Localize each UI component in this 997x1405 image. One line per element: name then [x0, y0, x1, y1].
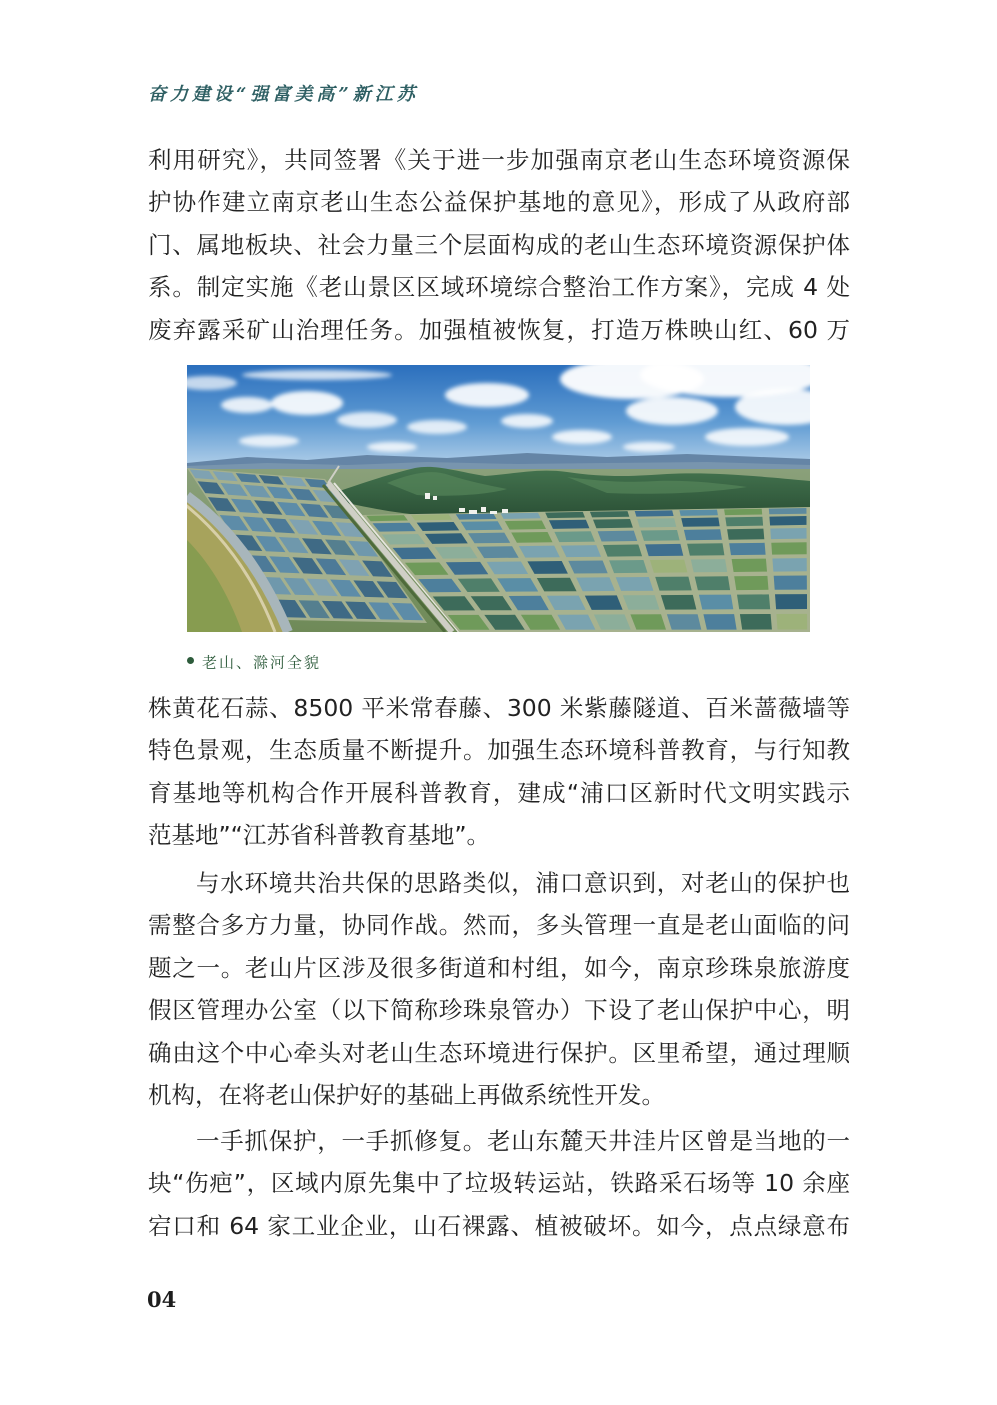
fish-pond — [366, 515, 408, 521]
fish-pond — [729, 543, 765, 555]
fish-pond — [630, 614, 666, 629]
fish-pond — [527, 561, 568, 574]
fish-pond — [734, 576, 768, 590]
aerial-landscape-photo — [187, 365, 810, 632]
fish-pond — [609, 560, 647, 573]
fish-pond — [650, 560, 688, 573]
running-header: 奋力建设“强富美高”新江苏 — [148, 84, 419, 105]
fish-pond — [667, 614, 701, 629]
body-text-line: 特色景观，生态质量不断提升。加强生态环境科普教育，与行知教 — [148, 736, 850, 765]
body-text-line: 假区管理办公室（以下简称珍珠泉管办）下设了老山保护中心，明 — [148, 996, 850, 1025]
fish-pond — [769, 508, 807, 514]
body-text-line: 株黄花石蒜、8500 平米常春藤、300 米紫藤隧道、百米蔷薇墙等 — [148, 694, 850, 722]
fish-pond — [679, 510, 718, 516]
body-text-line: 与水环境共治共保的思路类似，浦口意识到，对老山的保护也 — [196, 869, 850, 897]
fish-pond — [568, 561, 607, 574]
fish-pond — [732, 559, 767, 572]
fish-pond — [373, 523, 416, 532]
fish-pond — [501, 513, 541, 519]
fish-pond — [727, 529, 764, 540]
fish-pond — [549, 520, 590, 529]
paragraph-continuation — [148, 687, 850, 857]
fish-pond — [561, 545, 601, 557]
body-text-line: 利用研究》，共同签署《关于进一步加强南京老山生态环境资源保 — [148, 146, 850, 174]
fish-pond — [417, 522, 460, 531]
fish-pond — [545, 512, 585, 518]
fish-pond — [576, 577, 615, 591]
fish-pond — [770, 528, 806, 539]
paragraph-continuation — [148, 139, 850, 351]
fish-pond — [740, 614, 772, 630]
fish-pond — [623, 595, 660, 610]
fish-pond — [598, 531, 638, 542]
fish-pond — [737, 594, 770, 609]
fish-pond — [505, 521, 546, 530]
fish-pond — [616, 577, 654, 591]
fish-pond — [725, 517, 763, 526]
figure-caption — [187, 650, 321, 674]
fish-pond — [776, 614, 807, 630]
fish-pond — [477, 546, 519, 558]
body-text-line: 块“伤疤”，区域内原先集中了垃圾转运站，铁路采石场等 10 余座 — [148, 1169, 850, 1198]
body-text-line: 确由这个中心牵头对老山生态环境进行保护。区里希望，通过理顺 — [148, 1038, 850, 1067]
page-number: 04 — [147, 1287, 177, 1312]
fish-pond — [703, 614, 736, 630]
body-text-line: 需整合多方力量，协同作战。然而，多头管理一直是老山面临的问 — [148, 911, 850, 940]
fish-pond — [425, 533, 468, 544]
fish-pond — [695, 576, 730, 590]
fish-pond — [411, 514, 452, 520]
fish-pond — [637, 518, 676, 527]
fish-pond — [769, 516, 806, 526]
fish-pond — [645, 544, 683, 556]
fish-pond — [771, 542, 806, 554]
fish-pond — [681, 518, 720, 527]
body-text-line: 育基地等机构合作开展科普教育，建成“浦口区新时代文明实践示 — [148, 778, 850, 807]
caption-text: 老山、滁河全貌 — [202, 653, 322, 672]
fish-pond — [519, 546, 560, 558]
fish-pond — [724, 509, 762, 515]
fish-pond — [774, 576, 807, 590]
fish-pond — [554, 531, 595, 542]
fish-pond — [699, 595, 733, 610]
fish-pond — [593, 519, 633, 528]
fish-pond — [468, 533, 510, 544]
body-text-line: 一手抓保护，一手抓修复。老山东麓天井洼片区曾是当地的一 — [196, 1127, 850, 1155]
body-text-line: 系。制定实施《老山景区区域环境综合整治工作方案》，完成 4 处 — [148, 273, 850, 302]
fish-pond — [684, 529, 722, 540]
fish-pond — [641, 530, 680, 541]
fish-pond — [691, 559, 727, 572]
fish-pond — [603, 545, 642, 557]
fish-pond — [461, 521, 503, 530]
paragraph — [148, 862, 850, 1116]
body-text-line: 范基地”“江苏省科普教育基地”。 — [148, 821, 491, 850]
fish-pond — [775, 594, 807, 609]
fish-pond — [456, 514, 497, 520]
photo-figure — [187, 365, 810, 632]
body-text-line: 宕口和 64 家工业企业，山石裸露、植被破坏。如今，点点绿意布 — [148, 1211, 850, 1240]
body-text-line: 门、属地板块、社会力量三个层面构成的老山生态环境资源保护体 — [148, 230, 850, 259]
body-text-line: 护协作建立南京老山生态公益保护基地的意见》，形成了从政府部 — [148, 188, 850, 217]
fish-pond — [661, 595, 697, 610]
fish-pond — [511, 532, 552, 543]
body-text-line: 题之一。老山片区涉及很多街道和村组，如今，南京珍珠泉旅游度 — [148, 953, 850, 982]
caption-bullet-icon — [187, 657, 194, 664]
fish-pond — [772, 558, 806, 572]
body-text-line: 机构，在将老山保护好的基础上再做系统性开发。 — [148, 1080, 665, 1109]
fish-pond — [687, 543, 724, 555]
body-text-line: 废弃露采矿山治理任务。加强植被恢复，打造万株映山红、60 万 — [148, 315, 850, 344]
fish-pond — [655, 577, 692, 591]
paragraph — [148, 1120, 850, 1247]
fish-pond — [635, 510, 674, 516]
fish-pond — [590, 511, 629, 517]
